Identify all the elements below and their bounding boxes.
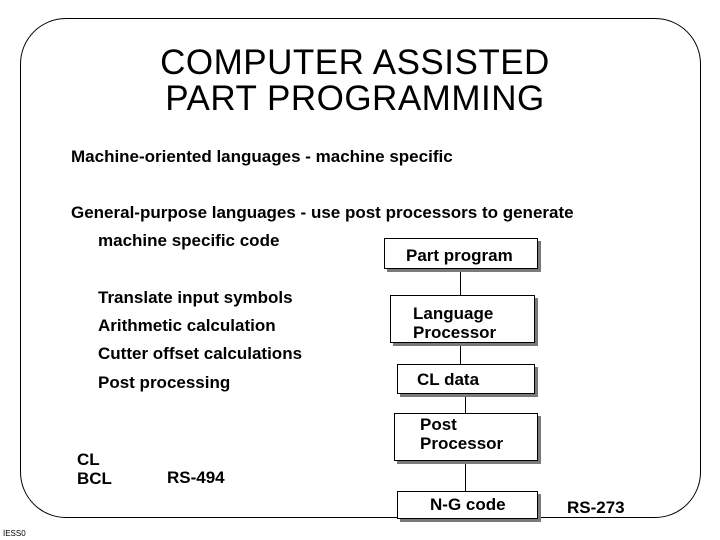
title-line-1: COMPUTER ASSISTED <box>160 43 550 82</box>
label-bcl: BCL <box>77 469 112 488</box>
bullet-machine-oriented: Machine-oriented languages - machine specific <box>71 147 453 166</box>
step-arithmetic: Arithmetic calculation <box>98 316 276 335</box>
box-post-processor <box>394 413 538 461</box>
box-post-processor-line-2: Processor <box>420 434 504 453</box>
step-translate: Translate input symbols <box>98 288 293 307</box>
box-language-processor <box>390 295 535 343</box>
bullet-general-purpose-line-2: machine specific code <box>98 231 280 250</box>
box-cl-data <box>397 364 535 394</box>
label-rs-273: RS-273 <box>567 498 625 517</box>
box-part-program-label: Part program <box>406 246 513 265</box>
step-cutter-offset: Cutter offset calculations <box>98 344 303 363</box>
connector-part-to-language <box>460 268 461 295</box>
title-line-2: PART PROGRAMMING <box>165 79 545 118</box>
footer-label: IESS0 <box>3 529 26 538</box>
label-cl: CL <box>77 450 100 469</box>
connector-post-to-ng <box>465 460 466 492</box>
bullet-general-purpose-line-1: General-purpose languages - use post processors to generate <box>71 203 574 222</box>
label-rs-494: RS-494 <box>167 468 225 487</box>
box-ng-code-label: N-G code <box>430 495 506 514</box>
box-part-program <box>384 238 538 269</box>
box-post-processor-line-1: Post <box>420 415 457 434</box>
box-ng-code <box>397 491 538 519</box>
connector-cl-to-post <box>465 393 466 413</box>
connector-language-to-cl <box>460 343 461 364</box>
box-cl-data-label: CL data <box>417 370 480 389</box>
box-language-processor-line-1: Language <box>413 304 494 323</box>
step-post-processing: Post processing <box>98 373 231 392</box>
box-language-processor-line-2: Processor <box>413 323 497 342</box>
